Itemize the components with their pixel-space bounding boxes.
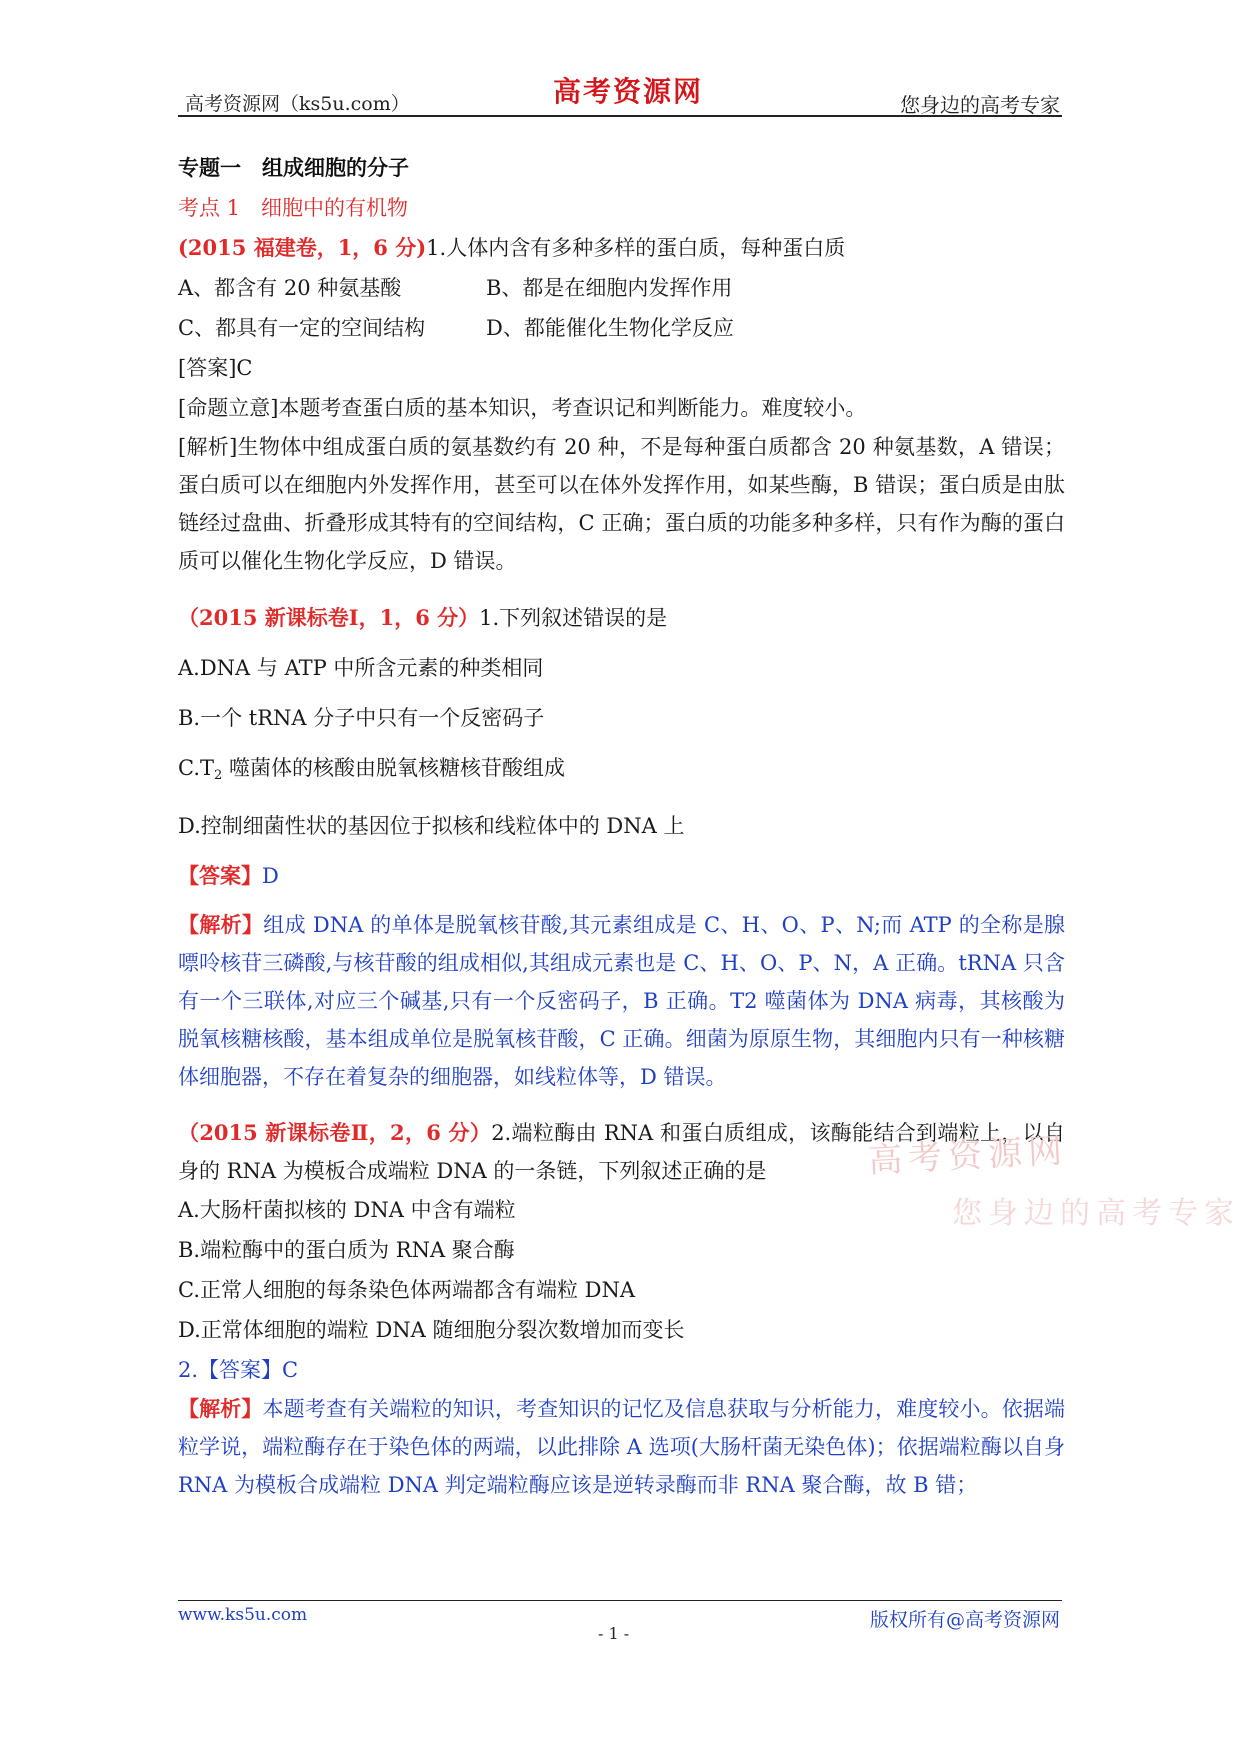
header-slogan: 您身边的高考专家 xyxy=(900,93,1060,117)
question-1-analysis: [解析]生物体中组成蛋白质的氨基数约有 20 种，不是每种蛋白质都含 20 种氨基数，A 错误；蛋白质可以在细胞内外发挥作用，甚至可以在体外发挥作用，如某些酶，B 错误；蛋白质是由肽链经过盘曲、折叠形成其特有的空间结构，C 正确；蛋白质的功能多种多样，只有作为酶的蛋白质可以催化生物化学反应，D 错误。 xyxy=(178,435,1065,573)
question-1-text: 1.人体内含有多种多样的蛋白质，每种蛋白质 xyxy=(426,236,846,260)
question-2-option-d: D.控制细菌性状的基因位于拟核和线粒体中的 DNA 上 xyxy=(178,814,685,838)
question-2-option-a: A.DNA 与 ATP 中所含元素的种类相同 xyxy=(178,656,544,680)
footer-copyright: 版权所有@高考资源网 xyxy=(869,1609,1060,1631)
question-3-text: 2.端粒酶由 RNA 和蛋白质组成，该酶能结合到端粒上，以自身的 RNA 为模板合成端粒 DNA 的一条链，下列叙述正确的是 xyxy=(178,1121,1065,1183)
question-1-answer: [答案]C xyxy=(178,356,253,380)
question-2-source: （2015 新课标卷Ⅰ，1，6 分） xyxy=(178,605,480,630)
watermark-slogan: 您身边的高考专家 xyxy=(952,1196,1240,1231)
question-3-analysis: 【解析】本题考查有关端粒的知识，考查知识的记忆及信息获取与分析能力，难度较小。依据端粒学说，端粒酶存在于染色体的两端，以此排除 A 选项(大肠杆菌无染色体)；依据端粒酶以自身 RNA 为模板合成端粒 DNA 判定端粒酶应该是逆转录酶而非 RNA 聚合酶，故 B 错； xyxy=(178,1396,1066,1497)
question-1-option-d: D、都能催化生物化学反应 xyxy=(486,316,734,340)
question-2-answer: 【答案】D xyxy=(178,863,279,888)
footer-url: www.ks5u.com xyxy=(178,1605,308,1625)
question-3-option-d: D.正常体细胞的端粒 DNA 随细胞分裂次数增加而变长 xyxy=(178,1318,685,1342)
document-body xyxy=(178,148,1065,1504)
header-site-name: 高考资源网（ks5u.com） xyxy=(185,93,410,115)
page-number: - 1 - xyxy=(598,1624,630,1643)
question-3-source: （2015 新课标卷Ⅱ，2，6 分） xyxy=(178,1120,492,1145)
question-2-analysis: 【解析】组成 DNA 的单体是脱氧核苷酸,其元素组成是 C、H、O、P、N;而 ATP 的全称是腺嘌呤核苷三磷酸,与核苷酸的组成相似,其组成元素也是 C、H、O、P、N，A 正确。tRNA 只含有一个三联体,对应三个碱基,只有一个反密码子，B 正确。T2 噬菌体为 DNA 病毒，其核酸为脱氧核糖核酸，基本组成单位是脱氧核苷酸，C 正确。细菌为原原生物，其细胞内只有一种核糖体细胞器，不存在着复杂的细胞器，如线粒体等，D 错误。 xyxy=(178,912,1066,1089)
question-1-option-b: B、都是在细胞内发挥作用 xyxy=(486,276,733,300)
header-divider xyxy=(178,115,1062,117)
section-heading: 考点 1 细胞中的有机物 xyxy=(178,196,409,220)
topic-title: 专题一 组成细胞的分子 xyxy=(178,156,409,180)
question-2-text: 1.下列叙述错误的是 xyxy=(479,606,668,630)
question-1-option-a: A、都含有 20 种氨基酸 xyxy=(178,276,402,300)
header-logo: 高考资源网 xyxy=(553,75,704,108)
question-3-answer: 2.【答案】C xyxy=(178,1358,299,1382)
question-2-option-c: $C.T_2$ 噬菌体的核酸由脱氧核糖核苷酸组成 xyxy=(178,756,565,783)
question-1-options-row-1 xyxy=(178,268,1065,308)
question-1-option-c: C、都具有一定的空间结构 xyxy=(178,316,426,340)
question-3-option-a: A.大肠杆菌拟核的 DNA 中含有端粒 xyxy=(178,1198,516,1222)
question-1-source: (2015 福建卷，1，6 分) xyxy=(178,235,427,260)
question-2-stem xyxy=(178,598,1065,638)
question-3-option-b: B.端粒酶中的蛋白质为 RNA 聚合酶 xyxy=(178,1238,515,1262)
question-1-stem xyxy=(178,228,1065,268)
question-2-option-b: B.一个 tRNA 分子中只有一个反密码子 xyxy=(178,706,545,730)
question-1-intent: [命题立意]本题考查蛋白质的基本知识，考查识记和判断能力。难度较小。 xyxy=(178,396,867,420)
footer-divider xyxy=(178,1600,1062,1601)
question-3-option-c: C.正常人细胞的每条染色体两端都含有端粒 DNA xyxy=(178,1278,636,1302)
question-1-options-row-2 xyxy=(178,308,1065,348)
watermark-logo: 高考资源网 xyxy=(867,1130,1070,1182)
